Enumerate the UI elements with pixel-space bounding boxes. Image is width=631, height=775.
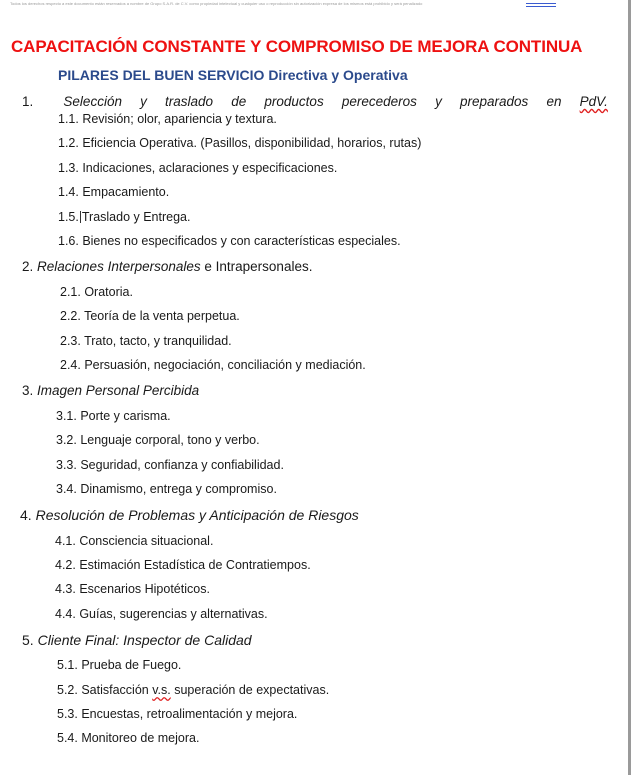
list-item: 3.4. Dinamismo, entrega y compromiso. [56, 482, 277, 496]
section-title-italic: Resolución de Problemas y Anticipación de Riesgos [35, 507, 359, 523]
list-item: 4.3. Escenarios Hipotéticos. [55, 582, 210, 596]
section-5-heading [22, 632, 252, 648]
copyright-disclaimer: Todos los derechos respecto a este documento están reservados a nombre de Grupo S.A.R. de C.V. como propiedad intelectual y cualquier uso o reproducción sin autorización expresa de los mismos está prohibido y será penalizado [10, 1, 423, 6]
list-item: 3.3. Seguridad, confianza y confiabilidad. [56, 458, 284, 472]
heading-word: en [546, 94, 562, 109]
subtitle-main: PILARES DEL BUEN SERVICIO [58, 67, 265, 83]
heading-word: productos [264, 94, 324, 109]
list-item: 5.4. Monitoreo de mejora. [57, 731, 200, 745]
heading-word: y [435, 94, 442, 109]
section-title-italic: Relaciones Interpersonales [37, 259, 201, 274]
list-item: 1.6. Bienes no especificados y con características especiales. [58, 234, 401, 248]
section-title-italic: Imagen Personal Percibida [37, 383, 200, 398]
list-item-text: Traslado y Entrega. [81, 210, 191, 224]
section-number: 2. [22, 259, 34, 274]
list-item: 2.3. Trato, tacto, y tranquilidad. [60, 334, 232, 348]
list-item-number: 5.2. [57, 683, 78, 697]
list-item-text: superación de expectativas. [170, 683, 330, 697]
disclaimer-underline [526, 3, 556, 7]
section-1-heading [22, 94, 608, 109]
heading-word: de [231, 94, 247, 109]
list-item: 2.1. Oratoria. [60, 285, 133, 299]
list-item: 5.1. Prueba de Fuego. [57, 658, 182, 672]
list-item: 3.1. Porte y carisma. [56, 409, 171, 423]
list-item: 2.4. Persuasión, negociación, conciliación y mediación. [60, 358, 366, 372]
list-item [57, 683, 329, 697]
section-number: 3. [22, 383, 34, 398]
list-item: 5.3. Encuestas, retroalimentación y mejora. [57, 707, 298, 721]
subtitle [58, 67, 408, 83]
list-item: 4.4. Guías, sugerencias y alternativas. [55, 607, 268, 621]
list-item: 2.2. Teoría de la venta perpetua. [60, 309, 240, 323]
list-item [58, 210, 190, 224]
heading-word: Selección [63, 94, 122, 109]
heading-word: traslado [165, 94, 214, 109]
list-item: 1.3. Indicaciones, aclaraciones y especificaciones. [58, 161, 338, 175]
heading-word: y [140, 94, 147, 109]
section-4-heading [20, 507, 359, 523]
text-cursor [80, 211, 81, 223]
list-item: 1.4. Empacamiento. [58, 185, 170, 199]
list-item: 4.2. Estimación Estadística de Contratiempos. [55, 558, 311, 572]
list-item: 4.1. Consciencia situacional. [55, 534, 214, 548]
list-item: 1.2. Eficiencia Operativa. (Pasillos, disponibilidad, horarios, rutas) [58, 136, 422, 150]
section-number: 4. [20, 507, 32, 523]
section-number: 1. [22, 94, 34, 109]
section-title-normal: e Intrapersonales. [200, 259, 313, 274]
section-number: 5. [22, 632, 34, 648]
section-3-heading [22, 383, 199, 398]
section-2-heading [22, 259, 312, 274]
section-title-italic: Cliente Final: Inspector de Calidad [37, 632, 252, 648]
list-item-text: Satisfacción [81, 683, 153, 697]
list-item: 3.2. Lenguaje corporal, tono y verbo. [56, 433, 260, 447]
heading-word: perecederos [341, 94, 417, 109]
list-item-text-misspelled: v.s. [152, 683, 171, 697]
heading-word-misspelled: PdV. [579, 94, 608, 109]
list-item: 1.1. Revisión; olor, apariencia y textura. [58, 112, 277, 126]
subtitle-rest: Directiva y Operativa [268, 67, 408, 83]
list-item-number: 1.5. [58, 210, 79, 224]
heading-word: preparados [459, 94, 529, 109]
page-title: CAPACITACIÓN CONSTANTE Y COMPROMISO DE MEJORA CONTINUA [11, 37, 583, 56]
